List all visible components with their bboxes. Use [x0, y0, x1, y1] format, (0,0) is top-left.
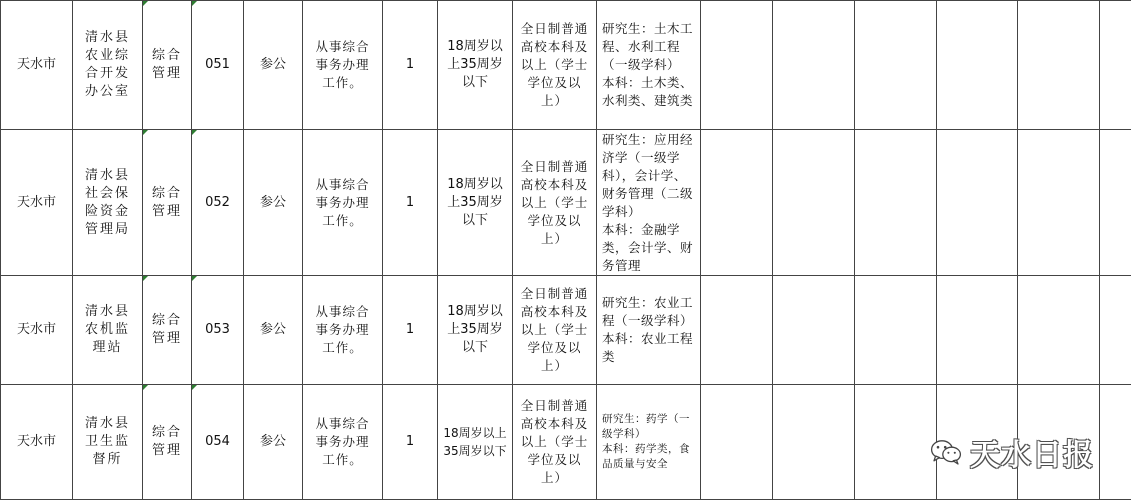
unit-cell	[73, 276, 143, 385]
duties-text: 从事综合事务办理工作。	[315, 176, 370, 228]
education-text: 全日制普通高校本科及以上（学士学位及以上）	[520, 398, 589, 485]
empty-cell	[937, 276, 1018, 385]
type-text: 参公	[259, 57, 286, 72]
major-cell	[597, 130, 701, 276]
empty-cell	[1018, 130, 1100, 276]
empty-cell	[1018, 1, 1100, 130]
empty-cell	[855, 385, 937, 500]
empty-cell	[1100, 130, 1131, 276]
unit-text: 清水县农机监理站	[84, 304, 130, 355]
duties-cell	[303, 1, 383, 130]
unit-text: 清水县社会保险资金管理局	[84, 167, 130, 237]
watermark-text: 天水日报	[970, 438, 1094, 473]
count-text: 1	[405, 57, 415, 72]
city-text: 天水市	[16, 322, 56, 337]
unit-cell	[73, 385, 143, 500]
empty-cell	[937, 1, 1018, 130]
city-cell	[1, 130, 73, 276]
duties-text: 从事综合事务办理工作。	[315, 39, 370, 90]
duties-text: 从事综合事务办理工作。	[315, 304, 370, 355]
age-text: 18周岁以上35周岁以下	[447, 39, 503, 90]
count-text: 1	[405, 434, 415, 449]
education-cell	[513, 276, 597, 385]
table-row	[1, 276, 1131, 385]
empty-cell	[701, 385, 773, 500]
category-cell	[143, 385, 192, 500]
duties-cell	[303, 385, 383, 500]
empty-cell	[1100, 385, 1131, 500]
code-text: 054	[205, 434, 230, 449]
education-text: 全日制普通高校本科及以上（学士学位及以上）	[520, 21, 589, 108]
age-text: 18周岁以上35周岁以下	[443, 426, 507, 458]
category-text: 综合管理	[151, 425, 182, 458]
code-text: 051	[205, 57, 230, 72]
duties-cell	[303, 276, 383, 385]
city-text: 天水市	[16, 434, 56, 449]
category-text: 综合管理	[151, 185, 182, 219]
code-text: 052	[205, 194, 230, 210]
cell-marker	[192, 385, 197, 390]
city-text: 天水市	[16, 57, 56, 72]
major-text: 研究生：土木工程、水利工程（一级学科） 本科：土木类、水利类、建筑类	[602, 21, 694, 108]
type-text: 参公	[259, 322, 286, 337]
empty-cell	[773, 130, 855, 276]
major-cell	[597, 1, 701, 130]
age-cell	[438, 130, 513, 276]
code-text: 053	[205, 322, 230, 337]
cell-marker	[143, 1, 148, 6]
type-cell	[244, 130, 303, 276]
code-cell	[192, 130, 244, 276]
empty-cell	[855, 130, 937, 276]
category-cell	[143, 1, 192, 130]
cell-marker	[192, 276, 197, 281]
empty-cell	[855, 276, 937, 385]
type-cell	[244, 385, 303, 500]
age-text: 18周岁以上35周岁以下	[447, 176, 503, 228]
code-cell	[192, 385, 244, 500]
city-cell	[1, 276, 73, 385]
empty-cell	[855, 1, 937, 130]
major-text: 研究生：农业工程（一级学科） 本科：农业工程类	[602, 295, 694, 364]
table-row	[1, 130, 1131, 276]
category-cell	[143, 130, 192, 276]
watermark	[930, 432, 1094, 472]
city-text: 天水市	[16, 194, 56, 210]
city-cell	[1, 385, 73, 500]
empty-cell	[1100, 276, 1131, 385]
category-cell	[143, 276, 192, 385]
age-text: 18周岁以上35周岁以下	[447, 304, 503, 355]
empty-cell	[1100, 1, 1131, 130]
cell-marker	[192, 130, 197, 135]
empty-cell	[937, 130, 1018, 276]
empty-cell	[701, 276, 773, 385]
cell-marker	[143, 385, 148, 390]
age-cell	[438, 276, 513, 385]
category-text: 综合管理	[151, 313, 182, 346]
empty-cell	[773, 276, 855, 385]
education-text: 全日制普通高校本科及以上（学士学位及以上）	[520, 158, 589, 246]
type-cell	[244, 1, 303, 130]
table-row	[1, 1, 1131, 130]
category-text: 综合管理	[151, 48, 182, 81]
wechat-icon	[930, 439, 962, 465]
count-cell	[383, 130, 438, 276]
type-text: 参公	[259, 434, 286, 449]
major-cell	[597, 385, 701, 500]
count-cell	[383, 276, 438, 385]
age-cell	[438, 385, 513, 500]
empty-cell	[773, 1, 855, 130]
major-cell	[597, 276, 701, 385]
cell-marker	[143, 130, 148, 135]
duties-text: 从事综合事务办理工作。	[315, 416, 370, 467]
city-cell	[1, 1, 73, 130]
cell-marker	[143, 276, 148, 281]
type-cell	[244, 276, 303, 385]
unit-text: 清水县卫生监督所	[84, 416, 130, 467]
count-cell	[383, 385, 438, 500]
unit-text: 清水县农业综合开发办公室	[84, 30, 130, 99]
education-cell	[513, 385, 597, 500]
education-cell	[513, 1, 597, 130]
education-cell	[513, 130, 597, 276]
count-text: 1	[405, 322, 415, 337]
count-cell	[383, 1, 438, 130]
empty-cell	[1018, 276, 1100, 385]
unit-cell	[73, 1, 143, 130]
education-text: 全日制普通高校本科及以上（学士学位及以上）	[520, 286, 589, 373]
major-text: 研究生：药学（一级学科） 本科：药学类，食品质量与安全	[602, 413, 690, 470]
code-cell	[192, 276, 244, 385]
empty-cell	[701, 130, 773, 276]
cell-marker	[192, 1, 197, 6]
age-cell	[438, 1, 513, 130]
code-cell	[192, 1, 244, 130]
count-text: 1	[405, 194, 415, 210]
type-text: 参公	[259, 194, 286, 210]
empty-cell	[773, 385, 855, 500]
major-text: 研究生：应用经济学（一级学科），会计学、财务管理（二级学科） 本科：金融学类，会计学、财务管理	[602, 131, 694, 273]
empty-cell	[701, 1, 773, 130]
duties-cell	[303, 130, 383, 276]
unit-cell	[73, 130, 143, 276]
